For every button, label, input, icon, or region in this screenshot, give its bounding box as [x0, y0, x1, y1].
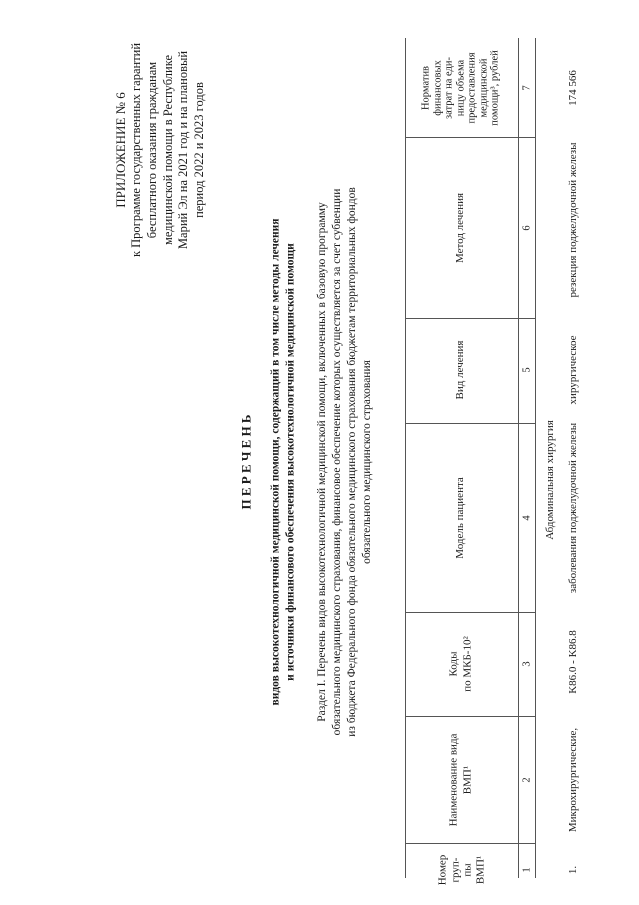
annex-block [113, 43, 207, 257]
group-title: Абдоминальная хирургия [544, 420, 556, 540]
section-title [315, 187, 375, 737]
header-cell-treatment-method: Метод лечения [454, 192, 467, 264]
row-number: 1. [567, 865, 579, 875]
header-cell-cost-standard: Норматив финансовых затрат на еди- ницу объема предоставления медицинской помощи³, рублей [420, 50, 501, 126]
heading-title: П Е Р Е Ч Е Н Ь [238, 414, 254, 510]
header-cell-group-number: Номер груп- пы ВМП¹ [436, 854, 487, 886]
header-cell-vmp-name: Наименование вида ВМП¹ [447, 733, 473, 827]
header-cell-icd-codes: Коды по МКБ-10² [447, 636, 473, 692]
annex-line: медицинской помощи в Республике [160, 54, 175, 246]
section-line: из бюджета Федерального фонда обязательного медицинского страхования бюджетам территориальных фондов [346, 187, 358, 737]
heading-subtitle-line: видов высокотехнологичной медицинской помощи, содержащий в том числе методы лечения [269, 218, 282, 706]
column-number: 7 [521, 85, 533, 91]
column-number: 3 [521, 661, 533, 667]
column-number: 1 [521, 867, 533, 873]
table-column-divider [405, 318, 535, 319]
heading-subtitle-line: и источники финансового обеспечения высокотехнологичной медицинской помощи [284, 243, 297, 681]
table-border [405, 38, 406, 878]
row-treatment-method: резекция поджелудочной железы [567, 142, 579, 298]
header-cell-treatment-type: Вид лечения [454, 340, 467, 400]
table-column-divider [405, 612, 535, 613]
table-column-divider [405, 137, 535, 138]
column-number: 2 [521, 777, 533, 783]
row-treatment-type: хирургическое [567, 335, 579, 405]
annex-line: к Программе государственных гарантий [129, 42, 144, 258]
column-number: 4 [521, 515, 533, 521]
table-column-divider [405, 423, 535, 424]
annex-line: период 2022 и 2023 годов [191, 82, 206, 218]
document-heading [239, 219, 298, 706]
table-column-divider [405, 716, 535, 717]
row-patient-model: заболевания поджелудочной железы [567, 422, 579, 594]
table-numbers-bottom-rule [535, 38, 536, 878]
row-cost: 174 566 [567, 70, 579, 106]
section-line: Раздел I. Перечень видов высокотехнологичной медицинской помощи, включенных в базовую программу [316, 202, 329, 722]
annex-line: бесплатного оказания гражданам [144, 61, 159, 239]
row-vmp-name: Микрохирургические, [567, 727, 579, 833]
annex-title: ПРИЛОЖЕНИЕ № 6 [112, 92, 128, 208]
annex-line: Марий Эл на 2021 год и на плановый [175, 50, 190, 250]
table-header-bottom-rule [518, 38, 519, 878]
section-line: обязательного медицинского страхования, финансовое обеспечение которых осуществляется за счет субвенции [331, 188, 344, 736]
row-icd-codes: K86.0 - K86.8 [567, 630, 579, 694]
section-line: обязательного медицинского страхования [360, 360, 373, 564]
table-column-divider [405, 843, 535, 844]
column-number: 6 [521, 225, 533, 231]
header-cell-patient-model: Модель пациента [454, 477, 467, 559]
column-number: 5 [521, 367, 533, 373]
